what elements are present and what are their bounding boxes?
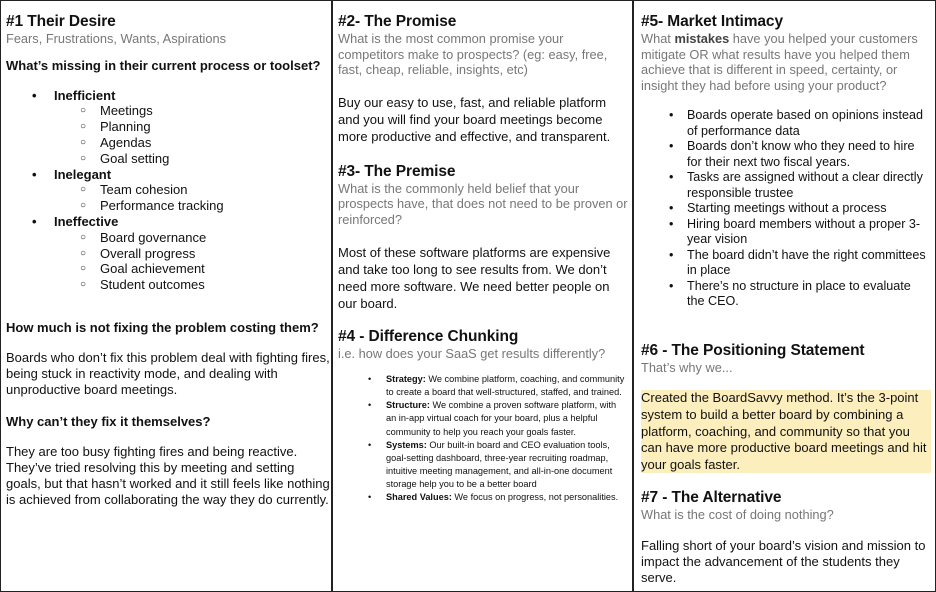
column-market <box>641 0 931 592</box>
list-item: • Hiring board members without a proper 3-year vision <box>641 217 931 248</box>
column-divider <box>632 0 634 592</box>
list-item: ○ Student outcomes <box>54 277 330 293</box>
desire-question-missing: What’s missing in their current process or toolset? <box>6 57 321 73</box>
list-item: ○ Team cohesion <box>54 182 330 198</box>
premise-body: Most of these software platforms are expensive and take too long to see results from. We don’t need more software. We need better people on our board. <box>338 244 611 311</box>
list-item: • Inefficient ○ Meetings ○ Planning ○ Agendas ○ Goal setting <box>6 88 330 167</box>
market-subtitle: What mistakes have you helped your customers mitigate OR what results have you helped them achieve that is different in speed, certainty, or insight they had before using your product? <box>641 31 918 93</box>
list-item: • Structure: We combine a proven software platform, with an in-app virtual coach for your board, plus a helpful community to help you reach your goals faster. <box>338 399 628 438</box>
list-item: ○ Board governance <box>54 230 330 246</box>
promise-title: #2- The Promise <box>338 13 457 30</box>
list-item: • There’s no structure in place to evaluate the CEO. <box>641 279 931 310</box>
list-item: ○ Goal setting <box>54 151 330 167</box>
promise-subtitle: What is the most common promise your competitors make to prospects? (eg: easy, free, fast, cheap, reliable, insights, etc) <box>338 31 608 78</box>
list-item: • Ineffective ○ Board governance ○ Overall progress ○ Goal achievement ○ Student outcomes <box>6 214 330 293</box>
list-item: • Shared Values: We focus on progress, not personalities. <box>338 491 628 504</box>
list-item: • Inelegant ○ Team cohesion ○ Performance tracking <box>6 167 330 214</box>
desire-list <box>6 88 330 293</box>
chunking-list <box>338 373 628 504</box>
list-item: ○ Meetings <box>54 103 330 119</box>
list-item: • Starting meetings without a process <box>641 201 931 217</box>
column-desire <box>6 0 330 592</box>
column-promise <box>338 0 628 592</box>
promise-body: Buy our easy to use, fast, and reliable platform and you will find your board meetings become more productive and effective, and transparent. <box>338 94 611 144</box>
list-item: ○ Agendas <box>54 135 330 151</box>
desire-answer-why: They are too busy fighting fires and being reactive. They’ve tried resolving this by meeting and setting goals, but that hasn’t worked and it still feels like nothing is achieved from collaborating the way they do currently. <box>6 443 330 507</box>
list-item: • Strategy: We combine platform, coaching, and community to create a board that well-structured, staffed, and trained. <box>338 373 628 399</box>
alternative-body: Falling short of your board’s vision and mission to impact the advancement of the students they serve. <box>641 538 926 586</box>
desire-answer-cost: Boards who don’t fix this problem deal with fighting fires, being stuck in reactivity mode, and dealing with unproductive board meetings. <box>6 349 330 397</box>
desire-title: #1 Their Desire <box>6 13 116 30</box>
desire-subtitle: Fears, Frustrations, Wants, Aspirations <box>6 31 226 46</box>
desire-question-cost: How much is not fixing the problem costing them? <box>6 319 319 335</box>
list-item: • Systems: Our built-in board and CEO evaluation tools, goal-setting dashboard, three-year recruiting roadmap, intuitive meeting management, and all-in-one document storage help you to be a better board <box>338 439 628 491</box>
list-item: ○ Performance tracking <box>54 198 330 214</box>
list-item: • Boards operate based on opinions instead of performance data <box>641 108 931 139</box>
positioning-subtitle: That’s why we... <box>641 359 733 375</box>
alternative-subtitle: What is the cost of doing nothing? <box>641 507 834 523</box>
list-item: ○ Planning <box>54 119 330 135</box>
premise-title: #3- The Premise <box>338 162 456 180</box>
mistakes-list <box>641 108 931 310</box>
desire-question-why: Why can’t they fix it themselves? <box>6 413 211 429</box>
alternative-title: #7 - The Alternative <box>641 489 782 507</box>
chunking-title: #4 - Difference Chunking <box>338 327 519 345</box>
list-item: ○ Overall progress <box>54 246 330 262</box>
chunking-subtitle: i.e. how does your SaaS get results differently? <box>338 345 606 361</box>
list-item: • The board didn’t have the right committees in place <box>641 248 931 279</box>
list-item: ○ Goal achievement <box>54 261 330 277</box>
market-title: #5- Market Intimacy <box>641 13 783 30</box>
list-item: • Tasks are assigned without a clear directly responsible trustee <box>641 170 931 201</box>
list-item: • Boards don’t know who they need to hire for their next two fiscal years. <box>641 139 931 170</box>
premise-subtitle: What is the commonly held belief that your prospects have, that does not need to be proven or reinforced? <box>338 180 628 227</box>
column-divider <box>331 0 333 592</box>
positioning-title: #6 - The Positioning Statement <box>641 341 865 359</box>
positioning-statement: Created the BoardSavvy method. It’s the 3-point system to build a better board by combining a platform, coaching, and community so that you can have more productive board meetings and hit your goals faster. <box>641 390 931 473</box>
